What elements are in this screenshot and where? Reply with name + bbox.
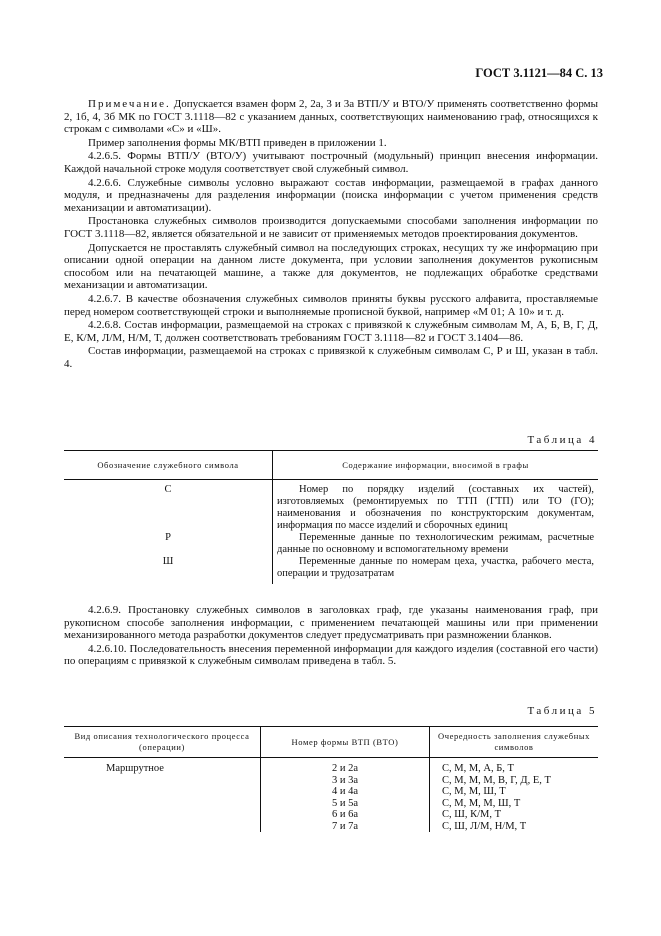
table5-header-sequence: Очередность заполнения служебных символов: [430, 727, 599, 758]
table-row: [64, 532, 598, 556]
form-number: 7 и 7а: [331, 820, 359, 832]
table5-forms: [261, 758, 430, 833]
paragraph: 4.2.6.10. Последовательность внесения переменной информации для каждого изделия (составной его части) по операциям с привязкой к служебным символам приведена в табл. 5.: [64, 642, 598, 668]
form-number: 3 и 3а: [331, 774, 359, 786]
body-text: [64, 98, 598, 371]
table4-content: Переменные данные по номерам цеха, участка, рабочего места, операции и трудозатратам: [277, 556, 594, 579]
symbol-sequence: С, Ш, К/М, Т: [442, 809, 502, 820]
symbol-sequence: С, М, М, М, Ш, Т: [442, 797, 521, 809]
note-text: Допускается взамен форм 2, 2а, 3 и 3а ВТП/У и ВТО/У применять соответственно формы 2, 1б, 4, 3б МК по ГОСТ 3.1118—82 с указанием данных, соответствующих наименованию граф, относящихся к строкам с символами «С» и «Ш».: [64, 98, 599, 136]
paragraph: 4.2.6.8. Состав информации, размещаемой на строках с привязкой к служебным символам М, А, Б, В, Г, Д, Е, К/М, Л/М, Н/М, Т, должен соответствовать требованиям ГОСТ 3.1118—82 и ГОСТ 3.1404—86.: [64, 319, 598, 344]
paragraph: 4.2.6.7. В качестве обозначения служебных символов приняты буквы русского алфавита, проставляемые перед номером соответствующей строки и выполняемые прописной буквой, например «М 01; А 10» и т. д.: [64, 292, 598, 318]
table-5: [64, 726, 598, 832]
table4-symbol: Р: [64, 532, 273, 556]
symbol-sequence: С, Ш, Л/М, Н/М, Т: [442, 820, 527, 832]
table4-symbol: С: [64, 480, 273, 533]
table-row: [64, 556, 598, 584]
paragraph: Пример заполнения формы МК/ВТП приведен в приложении 1.: [88, 136, 387, 149]
table4-symbol: Ш: [64, 556, 273, 584]
table4-caption: Таблица 4: [527, 434, 597, 446]
symbol-sequence: С, М, М, А, Б, Т: [442, 763, 514, 774]
table4-header-content: Содержание информации, вносимой в графы: [273, 451, 599, 480]
form-number: 2 и 2а: [331, 763, 359, 774]
form-number: 6 и 6а: [331, 809, 359, 820]
symbol-sequence: С, М, М, М, В, Г, Д, Е, Т: [442, 774, 551, 786]
paragraph: Состав информации, размещаемой на строках с привязкой к служебным символам С, Р и Ш, указан в табл. 4.: [64, 345, 598, 370]
table5-caption: Таблица 5: [527, 705, 597, 717]
table-row: [64, 758, 598, 833]
table5-sequences: [430, 758, 599, 833]
body-text-2: [64, 604, 598, 669]
table5-header-form: Номер формы ВТП (ВТО): [261, 727, 430, 758]
paragraph: Допускается не проставлять служебный символ на последующих строках, несущих ту же информацию при описании одной операции на данном листе документа, при условии заполнения документов рукописным способом или на печатающей машине, а также для документов, не подлежащих обработке средствами механизации и автоматизации.: [64, 241, 598, 292]
table-4: [64, 450, 598, 584]
table4-content: Переменные данные по технологическим режимам, расчетные данные по основному и вспомогательному времени: [277, 532, 594, 555]
note-paragraph: [64, 98, 598, 136]
symbol-sequence: С, М, М, Ш, Т: [442, 786, 506, 797]
table-row: [64, 480, 598, 533]
table5-header-type: Вид описания технологического процесса (операции): [64, 727, 261, 758]
table5-type: Маршрутное: [64, 758, 261, 833]
paragraph: 4.2.6.6. Служебные символы условно выражают состав информации, размещаемой в графах данного модуля, и предназначены для разделения информации (поиска информации с учетом применения средств механизации и автоматизации).: [64, 176, 598, 214]
note-label: Примечание.: [88, 98, 171, 110]
paragraph: 4.2.6.9. Простановку служебных символов в заголовках граф, где указаны наименования граф, при рукописном способе заполнения информации, с применением печатающей машины или при применении механизированного метода разработки документов следует предусматривать при размножении бланков.: [64, 604, 598, 642]
form-number: 5 и 5а: [331, 797, 359, 809]
page-header: ГОСТ 3.1121—84 С. 13: [475, 66, 603, 80]
table4-content: Номер по порядку изделий (составных их частей), изготовляемых (ремонтируемых по ТТП (ГТП) или ТО (ГО); наименования и обозначения по конструкторским документам, информация по массе изделий и сборочных единиц: [277, 484, 594, 531]
paragraph: Простановка служебных символов производится допускаемыми способами заполнения информации по ГОСТ 3.1118—82, является обязательной и не зависит от применяемых методов проектирования документов.: [64, 215, 598, 240]
paragraph: 4.2.6.5. Формы ВТП/У (ВТО/У) учитывают построчный (модульный) принцип внесения информации. Каждой начальной строке модуля соответствует свой служебный символ.: [64, 150, 598, 175]
table4-header-symbol: Обозначение служебного символа: [64, 451, 273, 480]
form-number: 4 и 4а: [331, 786, 359, 797]
